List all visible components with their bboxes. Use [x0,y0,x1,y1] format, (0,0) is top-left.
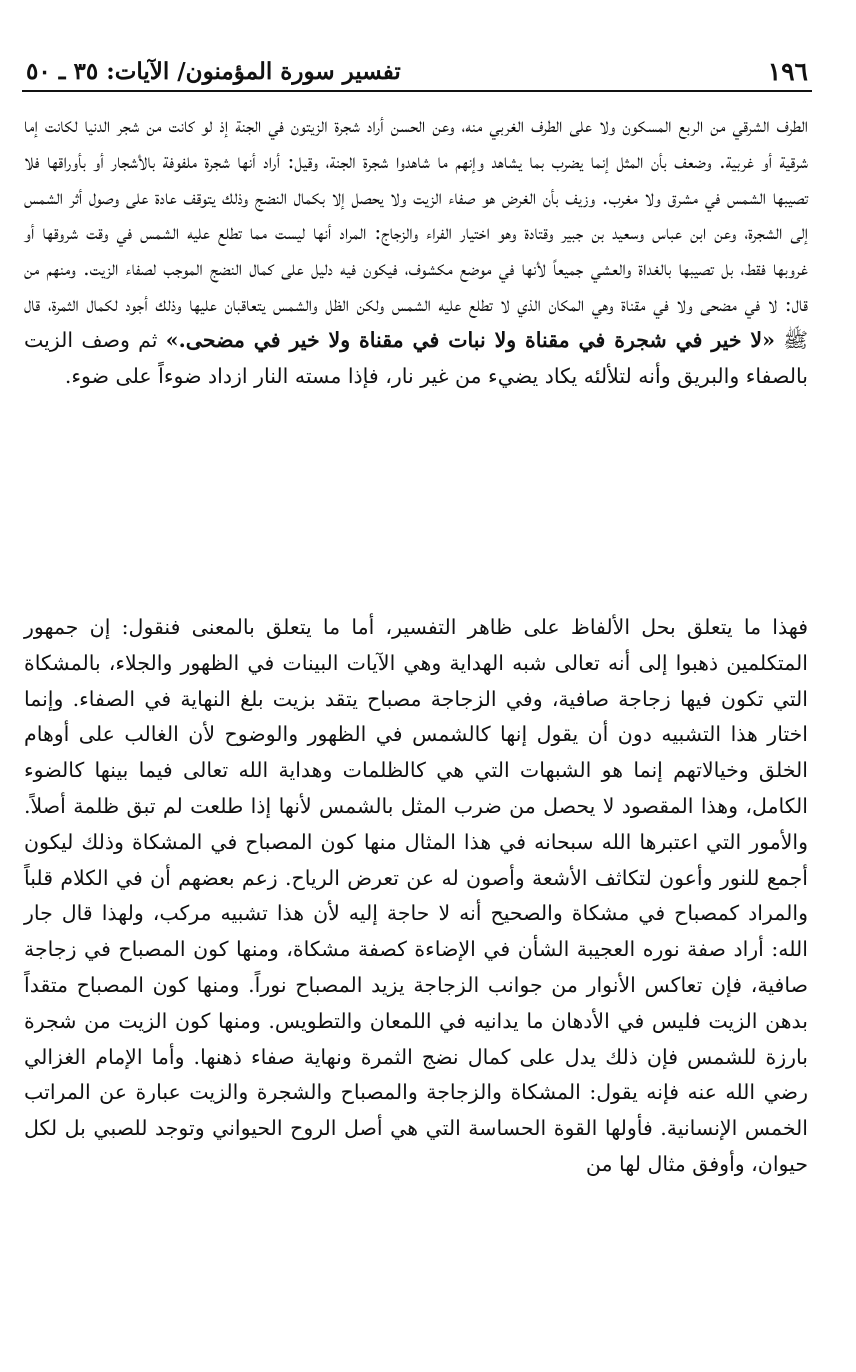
running-head: تفسير سورة المؤمنون/ الآيات: ٣٥ ـ ٥٠ [26,58,401,85]
page-header [22,56,812,92]
hadith-quote: «لا خير في شجرة في مقناة ولا نبات في مقناة ولا خير في مضحى.» [165,327,775,352]
body-paragraph [24,108,808,394]
paragraph-text: فهذا ما يتعلق بحل الألفاظ على ظاهر التفسير، أما ما يتعلق بالمعنى فنقول: إن جمهور المتكلمين ذهبوا إلى أنه تعالى شبه الهداية وهي الآيات البينات في الظهور والجلاء، بالمشكاة التي تكون فيها زجاجة صافية، وفي الزجاجة مصباح يتقد بزيت بلغ النهاية في الصفاء. وإنما اختار هذا التشبيه دون أن يقول إنها كالشمس في الظهور والوضوح لأن الغالب على أوهام الخلق وخيالاتهم إنما هو الشبهات التي هي كالظلمات وهداية الله تعالى فيما بينها كالضوء الكامل، وهذا المقصود لا يحصل من ضرب المثل بالشمس لأنها إذا طلعت لم تبق ظلمة أصلاً. والأمور التي اعتبرها الله سبحانه في هذا المثال منها كون المصباح في المشكاة وذلك ليكون أجمع للنور وأعون لتكاثف الأشعة وأصون له عن تعرض الرياح. زعم بعضهم أن في الكلام قلباً والمراد كمصباح في مشكاة والصحيح أنه لا حاجة إليه لأن هذا تشبيه مركب، ولهذا قال جار الله: أراد صفة نوره العجيبة الشأن في الإضاءة كصفة مشكاة، ومنها كون المصباح في زجاجة صافية، فإن تعاكس الأنوار من جوانب الزجاجة يزيد المصباح نوراً. ومنها كون المصباح متقداً بدهن الزيت فليس في الأدهان ما يدانيه في اللمعان والتطويس. ومنها كون الزيت من شجرة بارزة للشمس فإن ذلك يدل على كمال نضج الثمرة ونهاية صفاء ذهنها. وأما الإمام الغزالي رضي الله عنه فإنه يقول: المشكاة والزجاجة والمصباح والشجرة والزيت عبارة عن المراتب الخمس الإنسانية. فأولها القوة الحساسة التي هي أصل الروح الحيواني وتوجد للصبي بل لكل حيوان، وأوفق مثال لها من [24,615,808,1176]
paragraph-text: الطرف الشرقي من الربع المسكون ولا على الطرف الغربي منه، وعن الحسن أراد شجرة الزيتون في الجنة إذ لو كانت من شجر الدنيا لكانت إما شرقية أو غربية. وضعف بأن المثل إنما يضرب بما يشاهد وإنهم ما شاهدوا شجرة الجنة، وقيل: أراد أنها شجرة ملفوفة بالأشجار أو بأوراقها فلا تصيبها الشمس في مشرق ولا مغرب. وزيف بأن الغرض هو صفاء الزيت ولا يحصل إلا بكمال النضج وذلك يتوقف عادة على وصول أثر الشمس إلى الشجرة، وعن ابن عباس وسعيد بن جبير وقتادة وهو اختيار الفراء والزجاج: المراد أنها ليست مما تطلع عليه الشمس في وقت شروقها أو غروبها فقط، بل تصيبها بالغداة والعشي جميعاً لأنها في موضع مكشوف، فيكون فيه دليل على كمال النضج الموجب لصفاء الزيت. ومنهم من قال: لا في مضحى ولا في مقناة وهي المكان الذي لا تطلع عليه الشمس ولكن الظل والشمس يتعاقبان عليها وذلك أجود لكمال الثمرة، قال ﷺ [24,113,808,352]
body-paragraph [24,610,808,1183]
paragraph-text: ثم وصف الزيت بالصفاء والبريق وأنه لتلألئه يكاد يضيء من غير نار، فإذا مسته النار ازداد ضوءاً على ضوء. [24,327,808,388]
page-number: ١٩٦ [767,57,808,86]
